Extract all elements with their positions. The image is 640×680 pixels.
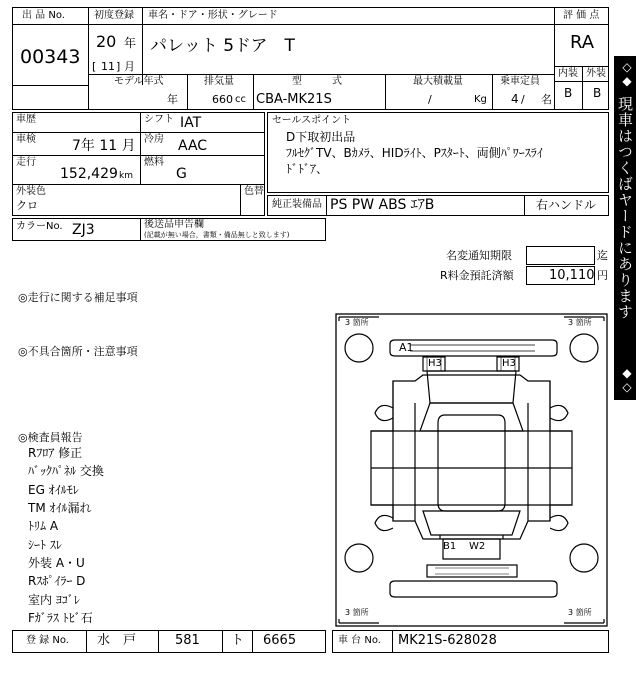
banner-bottom-mark: ◆◇ [620, 366, 634, 394]
color-no-label: カラーNo. [16, 221, 63, 232]
reg-year: 20 [96, 32, 117, 51]
banner-top-mark: ◇◆ [620, 60, 634, 88]
car-name: パレット 5ドア T [150, 36, 295, 56]
corner-count-tl: 3 箇所 [345, 318, 369, 327]
sales-point-label: セールスポイント [272, 115, 352, 126]
reg-class: 581 [175, 633, 200, 648]
banner-text: 現車はつくばヤードにあります [616, 96, 634, 320]
damage-a1: A1 [399, 341, 414, 354]
model-type: CBA-MK21S [256, 92, 332, 107]
load-unit: Kg [474, 94, 487, 105]
displacement: 660 [212, 93, 233, 106]
ext-color: クロ [16, 199, 38, 212]
ac: AAC [178, 138, 208, 154]
equipment: PS PW ABS ｴｱB [330, 197, 435, 213]
chassis-label: 車 台 No. [338, 635, 381, 646]
lot-no: 00343 [20, 46, 81, 68]
chassis-no: MK21S-628028 [398, 633, 497, 648]
corner-count-br: 3 箇所 [568, 608, 592, 617]
shift: IAT [180, 115, 202, 131]
damage-b1: B1 [443, 541, 457, 552]
reg-kana: ト [231, 633, 245, 648]
name-change-unit: 迄 [597, 249, 608, 262]
reg-year-unit: 年 [124, 36, 137, 50]
displacement-unit: cc [235, 94, 246, 105]
steering: 右ハンドル [536, 198, 597, 212]
fuel-label: 燃料 [144, 157, 164, 168]
inspector-line: ﾊﾞｯｸﾊﾟﾈﾙ 交換 [28, 464, 104, 478]
model-year-unit: 年 [167, 93, 178, 106]
inspector-line: EG ｵｲﾙﾓﾚ [28, 483, 79, 497]
color-no: ZJ3 [72, 222, 95, 238]
recycle-label: R料金預託済額 [440, 269, 514, 282]
corner-count-bl: 3 箇所 [345, 608, 369, 617]
ac-label: 冷房 [144, 134, 164, 145]
type-label: 型 式 [292, 76, 342, 87]
fuel: G [176, 166, 187, 182]
capacity: 4 [511, 92, 519, 106]
specs-block [12, 112, 265, 216]
mileage: 152,429 [60, 166, 118, 182]
name-change-label: 名変通知期限 [446, 249, 512, 262]
reg-no-label: 登 録 No. [26, 635, 69, 646]
name-change-field [526, 246, 595, 265]
exterior-grade: B [593, 86, 602, 100]
load-sep: / [428, 93, 432, 106]
inspector-line: ﾄﾘﾑ A [28, 519, 59, 533]
corner-count-tr: 3 箇所 [568, 318, 592, 327]
post-report-note: (記載が無い場合，書類・備品無しと致します) [144, 231, 290, 239]
equipment-label: 純正装備品 [272, 199, 322, 210]
reg-num: 6665 [263, 633, 297, 648]
reg-month-unit: 月 [124, 60, 135, 73]
first-reg-label: 初度登録 [94, 10, 134, 21]
max-load-label: 最大積載量 [413, 76, 463, 87]
reg-area: 水 戸 [97, 633, 137, 648]
inspector-section-title: ◎検査員報告 [18, 431, 83, 444]
damage-w2: W2 [469, 541, 486, 552]
driving-section-title: ◎走行に関する補足事項 [18, 291, 138, 304]
mileage-label: 走行 [16, 157, 36, 168]
sales-line-1: D下取初出品 [286, 130, 356, 144]
inspector-line: ｼｰﾄ ｽﾚ [28, 538, 62, 552]
inspector-line: 室内 ﾖｺﾞﾚ [28, 593, 80, 607]
displacement-label: 排気量 [204, 76, 234, 87]
color-change-label: 色替 [244, 186, 264, 197]
damage-h3-right: H3 [502, 358, 516, 369]
inspection-label: 車検 [16, 134, 36, 145]
shift-label: シフト [144, 114, 174, 125]
post-report-label: 後送品申告欄 [144, 219, 204, 230]
interior-label: 内装 [558, 68, 578, 79]
sales-line-3: ﾄﾞﾄﾞｱ、 [286, 162, 329, 176]
capacity-label: 乗車定員 [500, 76, 540, 87]
mileage-unit: km [119, 171, 133, 181]
interior-grade: B [564, 86, 573, 100]
inspector-line: TM ｵｲﾙ漏れ [28, 501, 92, 515]
inspector-line: 外装 A・U [28, 556, 85, 570]
car-name-label: 車名・ドア・形状・グレード [148, 10, 278, 21]
inspector-line: Rﾌﾛｱ 修正 [28, 446, 83, 460]
sales-line-2: ﾌﾙｾｸﾞTV、Bｶﾒﾗ、HIDﾗｲﾄ、Pｽﾀｰﾄ、両側ﾊﾟﾜｰｽﾗｲ [286, 146, 543, 160]
lot-no-label: 出 品 No. [22, 10, 65, 21]
car-damage-diagram [335, 313, 608, 627]
car-outline-svg [335, 313, 608, 627]
inspector-line: Fｶﾞﾗｽ ﾄﾋﾞ石 [28, 611, 93, 625]
recycle: 10,110 [549, 268, 595, 283]
history-label: 車歴 [16, 114, 36, 125]
model-year-label: モデル年式 [114, 76, 164, 87]
inspector-line: Rｽﾎﾟｲﾗｰ D [28, 574, 86, 588]
recycle-unit: 円 [597, 269, 608, 282]
inspection: 7年 11 月 [72, 138, 136, 154]
capacity-sep: / [521, 93, 525, 106]
reg-month: 11 [101, 60, 115, 73]
damage-h3-left: H3 [428, 358, 442, 369]
score-label: 評 価 点 [563, 10, 600, 21]
score: RA [570, 32, 595, 53]
exterior-label: 外装 [586, 68, 606, 79]
ext-color-label: 外装色 [16, 186, 46, 197]
defects-section-title: ◎不具合箇所・注意事項 [18, 345, 138, 358]
capacity-unit: 名 [541, 93, 552, 106]
